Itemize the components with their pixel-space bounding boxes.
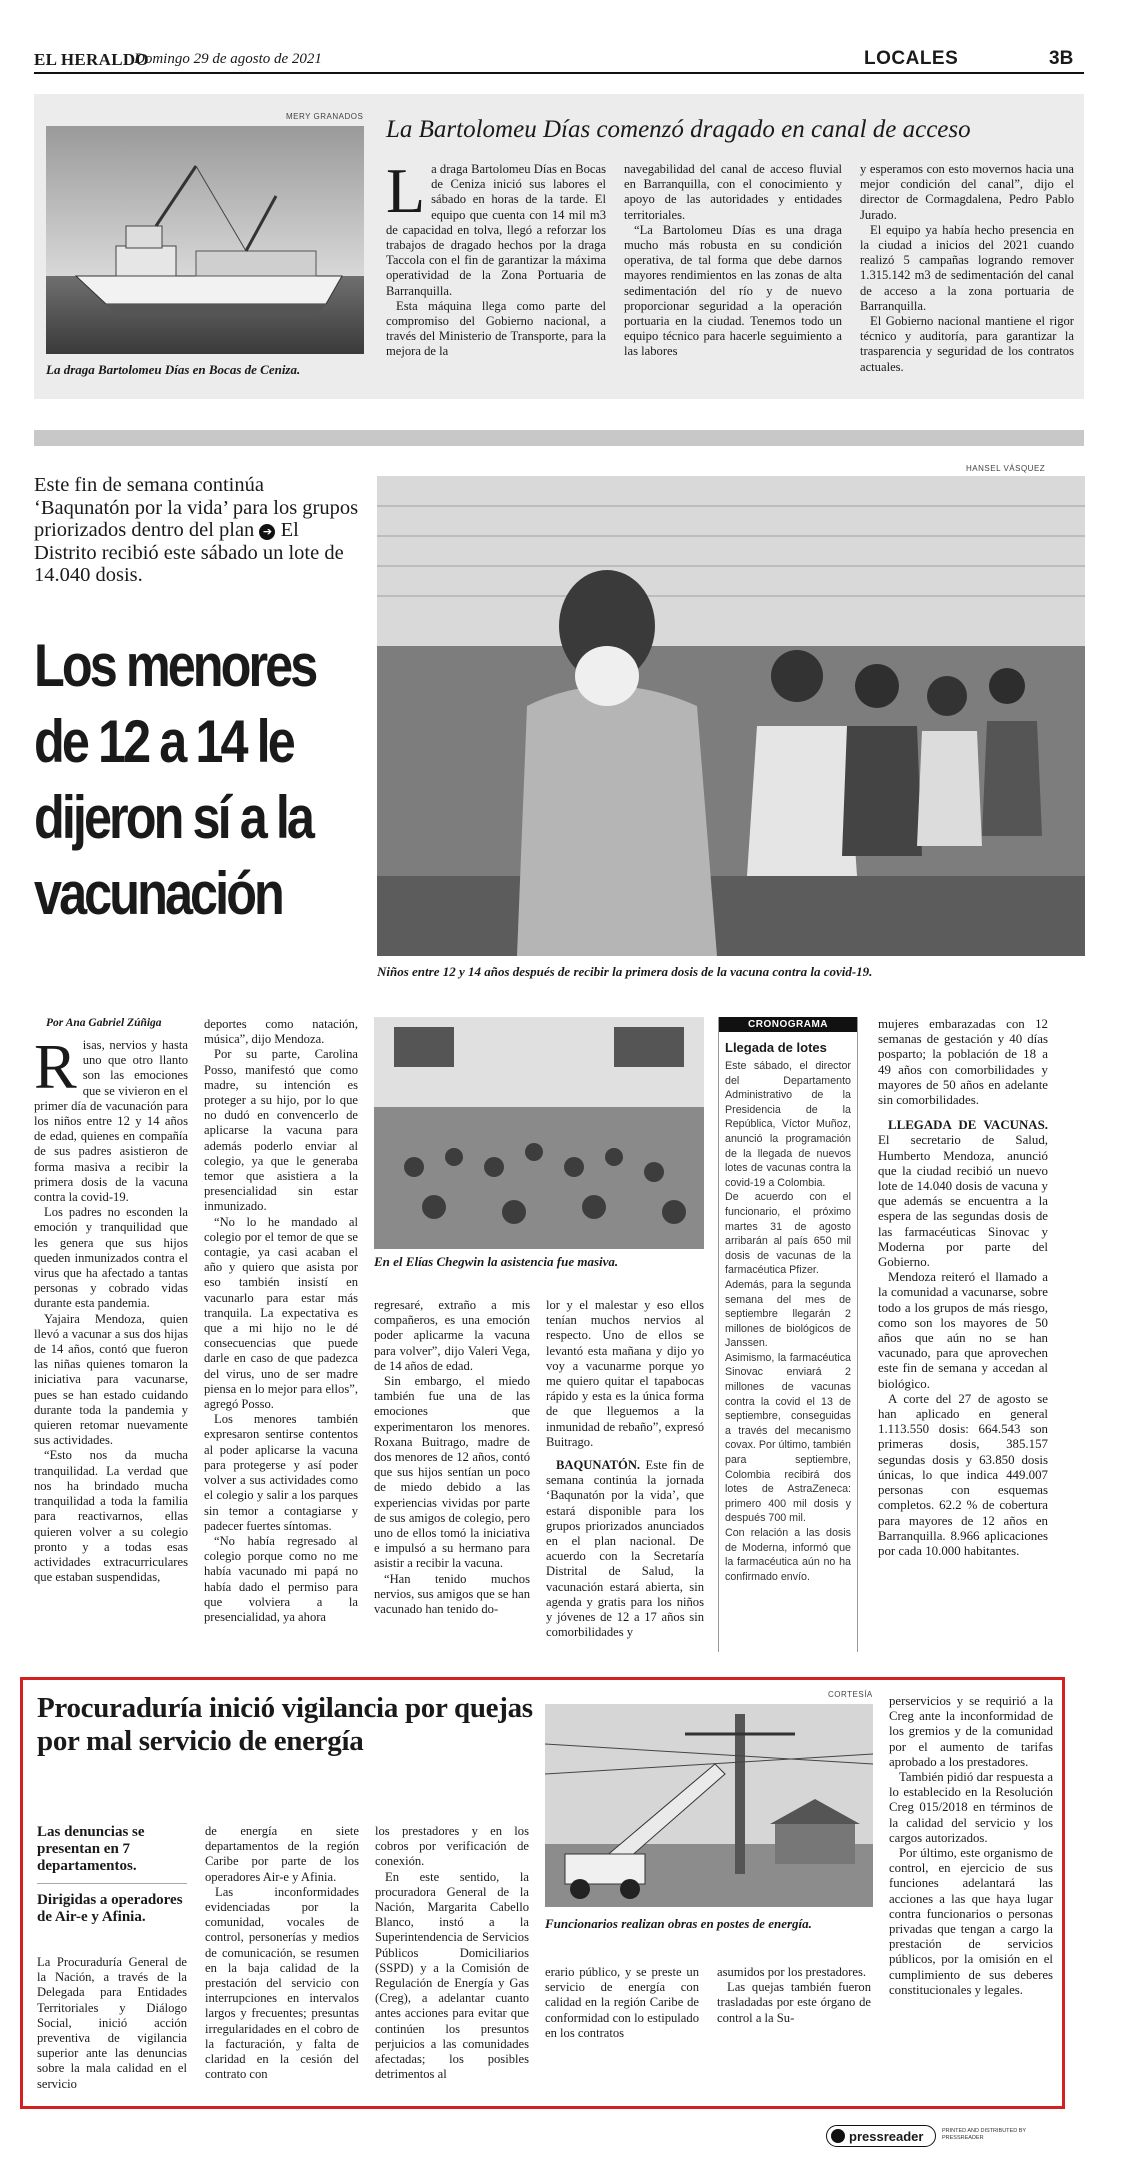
paragraph: Además, para la segunda semana del mes de septiembre llegarán 2 millones de biológicos de Janssen. — [725, 1278, 851, 1350]
photo-credit: MERY GRANADOS — [286, 112, 364, 121]
paragraph: regresaré, extraño a mis compañeros, es una emoción poder aplicarme la vacuna para volver”, dijo Valeri Vega, de 14 años de edad. — [374, 1298, 530, 1373]
pressreader-logo: pressreader — [849, 2128, 924, 2144]
vaccination-column-1 — [34, 1038, 188, 1652]
paragraph: De acuerdo con el funcionario, el próximo martes 31 de agosto arribarán al país 650 mil dosis de vacunas de la farmacéutica Pfizer. — [725, 1191, 851, 1277]
paragraph: erario público, y se preste un servicio de energía con calidad en la región Caribe de conformidad con lo estipulado en los contratos — [545, 1965, 699, 2040]
procuraduria-article — [20, 1677, 1065, 2109]
procuraduria-column-2 — [205, 1824, 359, 2106]
photo-caption: La draga Bartolomeu Días en Bocas de Ceniza. — [46, 362, 301, 377]
paragraph: Con relación a las dosis de Moderna, informó que la farmacéutica aún no ha confirmado envío. — [725, 1527, 851, 1583]
paragraph: Las quejas también fueron trasladadas por este órgano de control a la Su- — [717, 1980, 871, 2025]
youth-vaccination-photo — [377, 476, 1085, 956]
procuraduria-column-4 — [545, 1965, 699, 2105]
paragraph: “Han tenido muchos nervios, sus amigos que se han vacunado han tenido do- — [374, 1571, 530, 1617]
paragraph: Esta máquina llega como parte del compromiso del Gobierno nacional, a través del Ministerio de Transporte, para la mejora de la — [386, 298, 606, 359]
power-line-work-photo — [545, 1704, 873, 1907]
paragraph: Este fin de semana continúa la jornada ‘Baqunatón por la vida’, que estará disponible para los grupos priorizados anunciados en el plan nacional. De acuerdo con la Secretaría Distrital de Salud, la vacunación estará abierta, sin agenda y gratis para los niños y jóvenes de 12 a 17 años sin comorbilidades y — [546, 1458, 704, 1640]
paragraph: En este sentido, la procuradora General de la Nación, Margarita Cabello Blanco, instó a la Superintendencia de Servicios Públicos Domiciliarios (SSPD) y a la Comisión de Regulación de Energía y Gas (Creg), a adelantar cuanto antes acciones para evitar que continúen los presuntos perjuicios a las comunidades afectadas; los posibles detrimentos al — [375, 1869, 529, 2082]
photo-credit: CORTESÍA — [828, 1690, 873, 1699]
deck-2: Dirigidas a operadores de Air-e y Afinia. — [37, 1892, 183, 1925]
subhead: BAQUNATÓN. — [556, 1458, 641, 1473]
paragraph: A corte del 27 de agosto se han aplicado en general 1.113.550 dosis: 664.543 son primeras dosis, 385.157 segundas dosis y 63.850 dosis únicas, lo que indica 449.007 personas con esquemas completos. 62.2 % de cobertura para mayores de 12 años en Barranquilla. 8.966 aplicaciones por cada 10.000 habitantes. — [878, 1391, 1048, 1558]
vaccination-kicker — [34, 474, 364, 587]
vaccination-column-6 — [878, 1017, 1048, 1652]
paragraph: mujeres embarazadas con 12 semanas de gestación y 40 días posparto; la población de 18 a 49 años con comorbilidades y mayores de 50 años en adelante sin comorbilidades. — [878, 1017, 1048, 1108]
paragraph: “Esto nos da mucha tranquilidad. La verdad que nos ha brindado mucha tranquilidad a toda la familia para reactivarnos, ellas quieren volver a su colegio pronto y a todas esas actividades extracurriculares que estaban suspendidas, — [34, 1448, 188, 1585]
photo-credit: HANSEL VÁSQUEZ — [966, 464, 1046, 473]
sidebar-body — [719, 1059, 857, 1584]
page-number: 3B — [1049, 48, 1074, 69]
utility-pole-illustration — [545, 1704, 873, 1907]
paragraph: El secretario de Salud, Humberto Mendoza, anunció que la ciudad recibió un nuevo lote de 14.040 dosis de vacuna y que además se encuentra a la espera de las segundas dosis de las farmacéuticas Sinovac y Moderna por parte del Gobierno. — [878, 1133, 1048, 1270]
deck-1: Las denuncias se presentan en 7 departamentos. — [37, 1824, 187, 1884]
paragraph: “La Bartolomeu Días es una draga mucho más robusta en su condición operativa, de tal forma que debe darnos mayores rendimientos en las zonas de alta sedimentación del río y de nuevo proporcionar seguridad a la operación portuaria en la ciudad. Tenemos todo un equipo técnico para hacerle seguimiento a las labores — [624, 222, 842, 359]
dredger-ship-illustration — [46, 126, 364, 354]
article-column-3 — [860, 162, 1074, 392]
schedule-sidebar — [718, 1017, 858, 1652]
kicker-text: Este fin de semana continúa ‘Baqunatón por la vida’ para los grupos priorizados dentro del plan — [34, 474, 359, 541]
paragraph: “No lo he mandado al colegio por el temor de que se contagie, ya casi acaban el año y quiero que asista por eso también insistí en vacunarlo para estar más tranquila. La expectativa es que a mi hijo no le dé consecuencias que puede darle en caso de que padezca del virus, uno de ser madre piensa en lo mejor para ellos”, agregó Posso. — [204, 1214, 358, 1412]
paragraph: a draga Bartolomeu Días en Bocas de Ceniza inició sus labores el sábado en horas de la tarde. El equipo que cuenta con 14 mil m3 de capacidad en tolva, llegó a reforzar los trabajos de dragado hechos por la draga Taccola con el fin de garantizar la máxima operatividad de la Zona Portuaria de Barranquilla. — [386, 162, 606, 298]
article-headline: Procuraduría inició vigilancia por quejas por mal servicio de energía — [37, 1692, 533, 1757]
procuraduria-column-3 — [375, 1824, 529, 2106]
article-column-1 — [386, 162, 606, 392]
paragraph: Los padres no esconden la emoción y tranquilidad que les genera que sus hijos queden inmunizados contra el virus que ha afectado a tantas personas y cobrado vidas durante esta pandemia. — [34, 1205, 188, 1311]
paragraph: y esperamos con esto movernos hacia una mejor condición del canal”, dijo el director de Cormagdalena, Pedro Pablo Jurado. — [860, 162, 1074, 222]
procuraduria-column-1 — [37, 1955, 187, 2105]
paragraph: Mendoza reiteró el llamado a la comunidad a vacunarse, sobre todo a los grupos de más riesgo, como son los mayores de 50 años que aún no se han vacunado, para que aprovechen este fin de semana y accedan al biológico. — [878, 1270, 1048, 1391]
paragraph: isas, nervios y hasta uno que otro llanto son las emociones que se vivieron en el primer día de vacunación para los niños entre 12 y 14 años de edad, quienes en compañía de sus padres asistieron de forma masiva a recibir la primera dosis de la vacuna contra la covid-19. — [34, 1038, 188, 1205]
paragraph: Yajaira Mendoza, quien llevó a vacunar a sus dos hijas de 14 años, contó que fueron las niñas quienes tomaron la iniciativa para vacunarse, pues se han estado cuidando durante toda la pandemia y quieren retomar nuevamente sus actividades. — [34, 1311, 188, 1448]
paragraph: los prestadores y en los cobros por verificación de conexión. — [375, 1824, 529, 1869]
dredging-article — [34, 94, 1084, 399]
drop-cap: L — [386, 162, 426, 226]
vaccination-scene-illustration — [377, 476, 1085, 956]
paragraph: Las inconformidades evidenciadas por la comunidad, vocales de control, personerías y medios de comunicación, se resumen en la baja calidad de la prestación del servicio con interrupciones en intervalos largos y frecuentes; presuntas irregularidades en el cobro de la facturación, y falta de claridad en la cesión del contrato con — [205, 1884, 359, 2082]
paragraph: Por último, este organismo de control, en ejercicio de sus funciones adelantará las acciones a las que haya lugar contra funcionarios o personas privadas que tengan a cargo la prestación de servicios públicos, por la omisión en el cumplimiento de sus deberes constitucionales y legales. — [889, 1846, 1053, 1997]
paragraph: El equipo ya había hecho presencia en la ciudad a inicios del 2021 cuando realizó 5 campañas logrando remover 1.315.142 m3 de sedimentación del canal de acceso a la zona portuaria de Barranquilla. — [860, 222, 1074, 313]
section-divider — [34, 430, 1084, 446]
venue-crowd-photo — [374, 1017, 704, 1249]
vaccination-column-3 — [374, 1298, 530, 1652]
paragraph: Por su parte, Carolina Posso, manifestó que como madre, su intención es proteger a su hijo, por lo que no dudó en convencerlo de aplicarse la vacuna para además poderlo enviar al colegio, ya que le generaba temor que asistiera a la presencialidad sin estar inmunizado. — [204, 1047, 358, 1214]
issue-date: Domingo 29 de agosto de 2021 — [134, 51, 322, 67]
kicker-text: El Distrito recibió este sábado un lote de 14.040 dosis. — [34, 519, 344, 586]
paragraph: lor y el malestar y eso ellos tenían muchos nervios al respecto. Uno de ellos se levantó esta mañana y dijo yo voy a vacunarme porque yo me quiero quitar el tapabocas rápido y esta es la única forma de que lleguemos a la inmunidad de rebaño”, expresó Buitrago. — [546, 1298, 704, 1449]
procuraduria-column-5 — [717, 1965, 871, 2105]
photo-caption: Funcionarios realizan obras en postes de energía. — [545, 1916, 812, 1931]
paragraph: deportes como natación, música”, dijo Mendoza. — [204, 1017, 358, 1047]
paragraph: navegabilidad del canal de acceso fluvial en Barranquilla, con el conocimiento y apoyo de las autoridades y entidades territoriales. — [624, 162, 842, 222]
byline: Por Ana Gabriel Zúñiga — [46, 1017, 162, 1029]
article-title: La Bartolomeu Días comenzó dragado en canal de acceso — [386, 116, 971, 143]
paragraph: de energía en siete departamentos de la región Caribe por parte de los operadores Air-e y Afinia. — [205, 1824, 359, 1884]
pressreader-badge — [826, 2125, 936, 2147]
section-name: LOCALES — [864, 48, 959, 69]
vaccination-column-4 — [546, 1298, 704, 1652]
photo-caption: Niños entre 12 y 14 años después de recibir la primera dosis de la vacuna contra la covid-19. — [377, 964, 873, 979]
main-headline: Los menores de 12 a 14 le dijeron sí a la vacunación — [34, 632, 316, 927]
masthead — [34, 44, 1084, 74]
photo-caption: En el Elías Chegwin la asistencia fue masiva. — [374, 1254, 619, 1269]
sidebar-title: Llegada de lotes — [725, 1040, 827, 1055]
procuraduria-column-6 — [889, 1694, 1053, 2106]
article-column-2 — [624, 162, 842, 392]
paragraph: asumidos por los prestadores. — [717, 1965, 867, 1979]
drop-cap: R — [34, 1038, 77, 1102]
sidebar-label: CRONOGRAMA — [719, 1017, 857, 1032]
arrow-right-icon: ➔ — [259, 524, 275, 540]
paragraph: “No había regresado al colegio porque como no me había vacunado mi papá no había dado el permiso para que volviera a la presencialidad, ya ahora — [204, 1533, 358, 1624]
dredger-photo — [46, 126, 364, 354]
vaccination-column-2 — [204, 1017, 358, 1652]
paragraph: El Gobierno nacional mantiene el rigor técnico y auditoría, para garantizar la trasparencia y seguridad de los contratos actuales. — [860, 314, 1074, 374]
paragraph: También pidió dar respuesta a lo establecido en la Resolución Creg 015/2018 en términos de la calidad del servicio y los cargos autorizados. — [889, 1770, 1053, 1845]
paragraph: Asimismo, la farmacéutica Sinovac enviará 2 millones de vacunas contra la covid el 13 de septiembre, conseguidas a través del mecanismo covax. Por último, también para septiembre, Colombia recibirá dos lotes de AstraZeneca: primero 400 mil dosis y después 700 mil. — [725, 1351, 851, 1525]
paragraph: perservicios y se requirió a la Creg ante la inconformidad de los gremios y de la comunidad por el aumento de tarifas aprobado a los prestadores. — [889, 1694, 1053, 1769]
paragraph: Los menores también expresaron sentirse contentos al poder aplicarse la vacuna para protegerse y así poder volver a sus actividades como el colegio y salir a los parques sin temor a contagiarse y padecer fuertes síntomas. — [204, 1412, 358, 1533]
pressreader-icon — [831, 2129, 845, 2143]
paragraph: Sin embargo, el miedo también fue una de las emociones que experimentaron los menores. Roxana Buitrago, madre de dos menores de 12 años, contó que sus hijos sentían un poco de miedo debido a las experiencias vividas por parte de sus amigos de colegio, pero uno de ellos tomó la iniciativa e impulsó a su hermano para asistir a recibir la vacuna. — [374, 1374, 530, 1571]
paragraph: Este sábado, el director del Departamento Administrativo de la Presidencia de la República, Víctor Muñoz, anunció la programación de la llegada de nuevos lotes de vacunas contra la covid-19 a Colombia. — [725, 1060, 851, 1189]
crowd-scene-illustration — [374, 1017, 704, 1249]
fine-print: PRINTED AND DISTRIBUTED BY PRESSREADER — [942, 2128, 1026, 2141]
paragraph: La Procuraduría General de la Nación, a través de la Delegada para Entidades Territoriales y Diálogo Social, inició acción preventiva de vigilancia superior ante las denuncias sobre la mala calidad en el servicio — [37, 1955, 187, 2091]
subhead: LLEGADA DE VACUNAS. — [888, 1118, 1048, 1133]
paper-name: EL HERALDO — [34, 50, 149, 69]
